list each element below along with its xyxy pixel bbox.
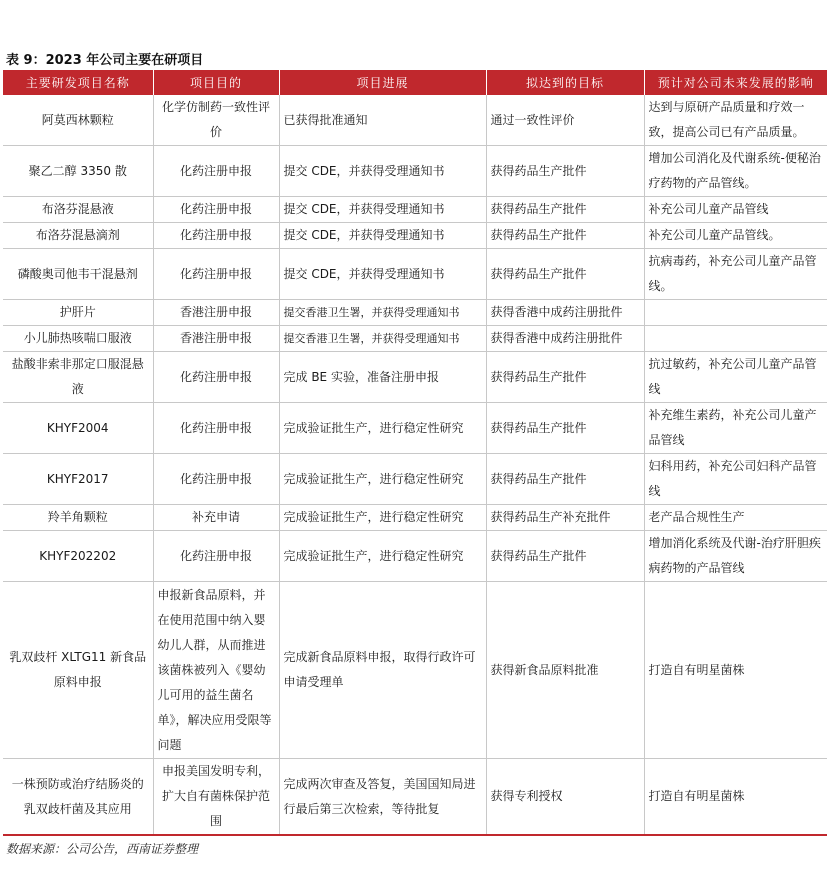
cell-impact: 抗病毒药，补充公司儿童产品管线。 — [644, 249, 827, 300]
cell-progress: 提交 CDE，并获得受理通知书 — [279, 249, 486, 300]
table-row — [3, 582, 827, 759]
cell-goal: 获得专利授权 — [486, 759, 644, 836]
cell-purpose: 申报美国发明专利，扩大自有菌株保护范围 — [153, 759, 279, 836]
cell-progress: 完成验证批生产，进行稳定性研究 — [279, 403, 486, 454]
cell-impact: 补充公司儿童产品管线。 — [644, 223, 827, 249]
cell-goal: 获得药品生产补充批件 — [486, 505, 644, 531]
table-row — [3, 454, 827, 505]
cell-purpose: 化药注册申报 — [153, 223, 279, 249]
table-row — [3, 197, 827, 223]
cell-goal: 获得药品生产批件 — [486, 454, 644, 505]
table-row — [3, 352, 827, 403]
cell-name: 盐酸非索非那定口服混悬液 — [3, 352, 153, 403]
header-expected-impact: 预计对公司未来发展的影响 — [644, 70, 827, 95]
cell-impact — [644, 300, 827, 326]
cell-impact: 增加公司消化及代谢系统-便秘治疗药物的产品管线。 — [644, 146, 827, 197]
cell-goal: 获得药品生产批件 — [486, 197, 644, 223]
table-row — [3, 300, 827, 326]
cell-impact: 打造自有明星菌株 — [644, 582, 827, 759]
cell-progress: 完成新食品原料申报，取得行政许可申请受理单 — [279, 582, 486, 759]
cell-impact: 老产品合规性生产 — [644, 505, 827, 531]
cell-progress: 完成验证批生产，进行稳定性研究 — [279, 531, 486, 582]
data-source-note: 数据来源：公司公告，西南证券整理 — [6, 842, 199, 856]
table-row — [3, 403, 827, 454]
cell-progress: 完成两次审查及答复，美国国知局进行最后第三次检索，等待批复 — [279, 759, 486, 836]
cell-purpose: 香港注册申报 — [153, 326, 279, 352]
cell-progress: 完成验证批生产，进行稳定性研究 — [279, 505, 486, 531]
cell-goal: 获得药品生产批件 — [486, 531, 644, 582]
cell-goal: 获得药品生产批件 — [486, 352, 644, 403]
cell-purpose: 申报新食品原料，并在使用范围中纳入婴幼儿人群，从而推进该菌株被列入《婴幼儿可用的益生菌名单》，解决应用受限等问题 — [153, 582, 279, 759]
cell-impact: 妇科用药，补充公司妇科产品管线 — [644, 454, 827, 505]
table-row — [3, 223, 827, 249]
cell-name: 小儿肺热咳喘口服液 — [3, 326, 153, 352]
header-row — [3, 70, 827, 95]
cell-name: KHYF202202 — [3, 531, 153, 582]
cell-progress: 提交 CDE，并获得受理通知书 — [279, 197, 486, 223]
cell-purpose: 化药注册申报 — [153, 197, 279, 223]
table-row — [3, 249, 827, 300]
cell-purpose: 化药注册申报 — [153, 146, 279, 197]
cell-name: 聚乙二醇 3350 散 — [3, 146, 153, 197]
cell-purpose: 化学仿制药一致性评价 — [153, 95, 279, 146]
cell-impact: 打造自有明星菌株 — [644, 759, 827, 836]
cell-purpose: 香港注册申报 — [153, 300, 279, 326]
cell-name: 一株预防或治疗结肠炎的乳双歧杆菌及其应用 — [3, 759, 153, 836]
cell-progress: 完成验证批生产，进行稳定性研究 — [279, 454, 486, 505]
cell-name: 布洛芬混悬滴剂 — [3, 223, 153, 249]
cell-progress: 提交香港卫生署，并获得受理通知书 — [279, 326, 486, 352]
cell-purpose: 化药注册申报 — [153, 352, 279, 403]
research-projects-table — [3, 70, 827, 836]
cell-impact — [644, 326, 827, 352]
cell-progress: 提交 CDE，并获得受理通知书 — [279, 223, 486, 249]
header-project-progress: 项目进展 — [279, 70, 486, 95]
cell-progress: 提交 CDE，并获得受理通知书 — [279, 146, 486, 197]
cell-goal: 获得新食品原料批准 — [486, 582, 644, 759]
cell-impact: 增加消化系统及代谢-治疗肝胆疾病药物的产品管线 — [644, 531, 827, 582]
cell-impact: 补充公司儿童产品管线 — [644, 197, 827, 223]
header-project-name: 主要研发项目名称 — [3, 70, 153, 95]
cell-goal: 获得药品生产批件 — [486, 146, 644, 197]
cell-name: 磷酸奥司他韦干混悬剂 — [3, 249, 153, 300]
cell-purpose: 化药注册申报 — [153, 531, 279, 582]
cell-purpose: 化药注册申报 — [153, 454, 279, 505]
table-row — [3, 95, 827, 146]
cell-progress: 已获得批准通知 — [279, 95, 486, 146]
cell-progress: 完成 BE 实验，准备注册申报 — [279, 352, 486, 403]
cell-impact: 补充维生素药，补充公司儿童产品管线 — [644, 403, 827, 454]
cell-goal: 获得药品生产批件 — [486, 223, 644, 249]
cell-progress: 提交香港卫生署，并获得受理通知书 — [279, 300, 486, 326]
cell-goal: 获得药品生产批件 — [486, 249, 644, 300]
table-row — [3, 326, 827, 352]
cell-name: 护肝片 — [3, 300, 153, 326]
cell-goal: 获得香港中成药注册批件 — [486, 300, 644, 326]
table-row — [3, 759, 827, 836]
cell-purpose: 补充申请 — [153, 505, 279, 531]
cell-purpose: 化药注册申报 — [153, 403, 279, 454]
cell-purpose: 化药注册申报 — [153, 249, 279, 300]
table-row — [3, 505, 827, 531]
table-title: 表 9：2023 年公司主要在研项目 — [6, 53, 204, 68]
cell-name: 布洛芬混悬液 — [3, 197, 153, 223]
cell-name: KHYF2004 — [3, 403, 153, 454]
header-project-purpose: 项目目的 — [153, 70, 279, 95]
cell-name: KHYF2017 — [3, 454, 153, 505]
cell-name: 乳双歧杆 XLTG11 新食品原料申报 — [3, 582, 153, 759]
cell-impact: 达到与原研产品质量和疗效一致，提高公司已有产品质量。 — [644, 95, 827, 146]
header-target-goal: 拟达到的目标 — [486, 70, 644, 95]
cell-name: 羚羊角颗粒 — [3, 505, 153, 531]
table-row — [3, 146, 827, 197]
table-row — [3, 531, 827, 582]
cell-goal: 通过一致性评价 — [486, 95, 644, 146]
cell-goal: 获得药品生产批件 — [486, 403, 644, 454]
cell-name: 阿莫西林颗粒 — [3, 95, 153, 146]
cell-goal: 获得香港中成药注册批件 — [486, 326, 644, 352]
cell-impact: 抗过敏药，补充公司儿童产品管线 — [644, 352, 827, 403]
